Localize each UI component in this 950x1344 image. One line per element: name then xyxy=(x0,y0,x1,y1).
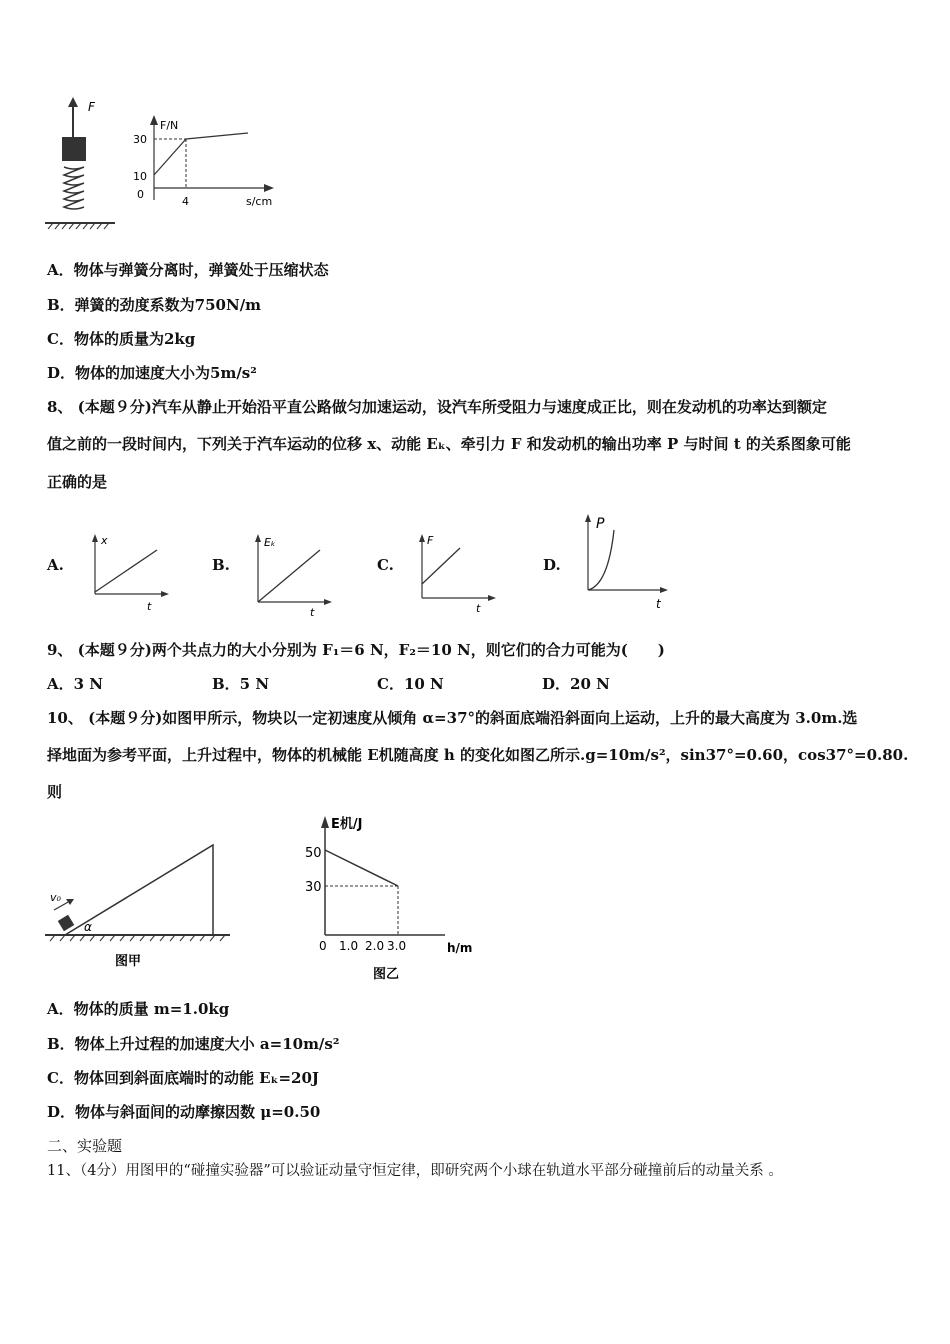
q10-stem-line3: 则 xyxy=(47,783,63,801)
x-axis-label: s/cm xyxy=(246,195,273,208)
svg-text:t: t xyxy=(310,606,315,619)
q8-graph-d xyxy=(578,510,673,615)
svg-text:v₀: v₀ xyxy=(50,891,61,904)
q8-graph-a xyxy=(85,530,175,615)
svg-text:t: t xyxy=(656,597,661,611)
q8-option-a-label: A. xyxy=(47,556,64,574)
q10-stem-line1: 10、 (本题９分)如图甲所示，物块以一定初速度从倾角 α=37°的斜面底端沿斜面向上运动，上升的最大高度为 3.0m.选 xyxy=(47,709,858,727)
q9-option-a: A．3 N xyxy=(47,675,104,693)
y-axis-label: F/N xyxy=(160,119,179,132)
q8-graph-b xyxy=(248,530,338,620)
figure-jia-caption: 图甲 xyxy=(115,954,142,969)
q8-stem-line1: 8、 (本题９分)汽车从静止开始沿平直公路做匀加速运动，设汽车所受阻力与速度成正比，则在发动机的功率达到额定 xyxy=(47,398,827,416)
figure-yi-energy-graph xyxy=(295,810,495,985)
q7-option-d: D．物体的加速度大小为5m/s² xyxy=(47,364,257,382)
x-tick-1: 1.0 xyxy=(339,939,359,953)
y-tick-30: 30 xyxy=(133,133,147,146)
svg-text:t: t xyxy=(147,600,152,613)
q9-stem: 9、 (本题９分)两个共点力的大小分别为 F₁＝6 N，F₂＝10 N，则它们的合力可能为( ) xyxy=(47,641,665,659)
q10-option-c: C．物体回到斜面底端时的动能 Eₖ=20J xyxy=(47,1069,319,1087)
q10-stem-line2: 择地面为参考平面，上升过程中，物体的机械能 E机随高度 h 的变化如图乙所示.g=10m/s²，sin37°=0.60，cos37°=0.80. xyxy=(47,746,909,764)
figure-jia-incline xyxy=(40,835,240,975)
q11-stem: 11、（4分）用图甲的“碰撞实验器”可以验证动量守恒定律，即研究两个小球在轨道水平部分碰撞前后的动量关系 。 xyxy=(47,1163,783,1179)
q9-option-b: B．5 N xyxy=(212,675,270,693)
x-tick-0: 0 xyxy=(319,939,327,953)
q10-option-a: A．物体的质量 m=1.0kg xyxy=(47,1000,230,1018)
q9-option-d: D．20 N xyxy=(542,675,610,693)
y-axis-label: E机/J xyxy=(331,817,363,832)
force-label: F xyxy=(88,100,95,114)
svg-text:α: α xyxy=(84,920,92,934)
q10-option-b: B．物体上升过程的加速度大小 a=10m/s² xyxy=(47,1035,340,1053)
q8-option-c-label: C. xyxy=(377,556,394,574)
q7-option-c: C．物体的质量为2kg xyxy=(47,330,196,348)
q7-option-b: B．弹簧的劲度系数为750N/m xyxy=(47,296,262,314)
svg-text:P: P xyxy=(596,516,605,532)
x-tick-3: 3.0 xyxy=(387,939,407,953)
svg-text:t: t xyxy=(476,602,481,615)
q8-option-b-label: B. xyxy=(212,556,230,574)
spring-force-figure xyxy=(40,95,300,235)
figure-yi-caption: 图乙 xyxy=(373,967,400,982)
q8-stem-line2: 值之前的一段时间内，下列关于汽车运动的位移 x、动能 Eₖ、牵引力 F 和发动机的输出功率 P 与时间 t 的关系图象可能 xyxy=(47,435,851,453)
x-axis-label: h/m xyxy=(447,941,473,955)
section-heading: 二、实验题 xyxy=(47,1137,123,1155)
q9-option-c: C．10 N xyxy=(377,675,444,693)
x-tick-4: 4 xyxy=(182,195,189,208)
svg-text:x: x xyxy=(101,534,108,547)
x-tick-2: 2.0 xyxy=(365,939,385,953)
q7-option-a: A．物体与弹簧分离时，弹簧处于压缩状态 xyxy=(47,261,329,279)
y-tick-10: 10 xyxy=(133,170,147,183)
svg-text:Eₖ: Eₖ xyxy=(264,536,276,549)
y-tick-30: 30 xyxy=(305,880,322,895)
y-tick-0: 0 xyxy=(137,188,144,201)
q8-stem-line3: 正确的是 xyxy=(47,473,108,491)
y-tick-50: 50 xyxy=(305,846,322,861)
q8-option-d-label: D. xyxy=(543,556,561,574)
q10-option-d: D．物体与斜面间的动摩擦因数 μ=0.50 xyxy=(47,1103,321,1121)
svg-text:F: F xyxy=(427,534,434,547)
q8-graph-c xyxy=(412,530,502,615)
